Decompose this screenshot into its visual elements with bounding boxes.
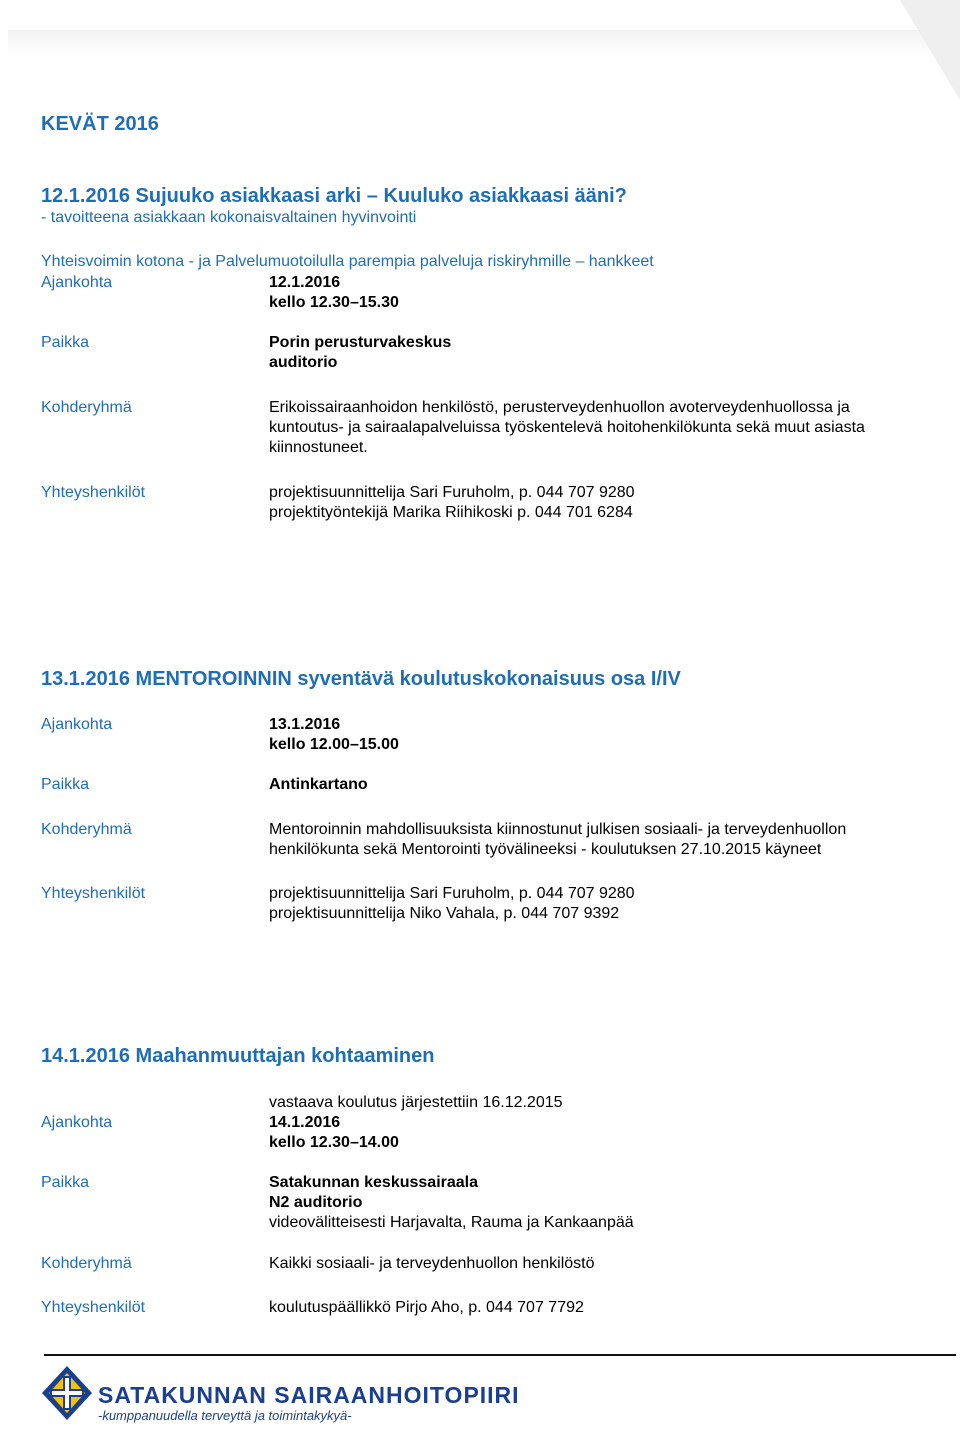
event-1-paikka-label: Paikka — [41, 334, 90, 351]
event-1-kohderyhma-label: Kohderyhmä — [41, 399, 132, 416]
event-2-place-1: Antinkartano — [269, 776, 368, 793]
event-3-date: 14.1.2016 — [269, 1114, 341, 1131]
event-2-target-2: henkilökunta sekä Mentorointi työvälineeksi - koulutuksen 27.10.2015 käyneet — [269, 841, 822, 858]
header-band — [8, 30, 950, 58]
event-2-yhteys-label: Yhteyshenkilöt — [41, 885, 146, 902]
event-1-place-2: auditorio — [269, 354, 338, 371]
event-1-target-2: kuntoutus- ja sairaalapalveluissa työskentelevä hoitohenkilökunta sekä muut asiasta — [269, 419, 865, 436]
event-1-contact-2: projektityöntekijä Marika Riihikoski p. 044 701 6284 — [269, 504, 633, 521]
event-2-ajankohta-label: Ajankohta — [41, 716, 113, 733]
event-1-title: 12.1.2016 Sujuuko asiakkaasi arki – Kuuluko asiakkaasi ääni? — [41, 185, 627, 207]
event-3-paikka-label: Paikka — [41, 1174, 90, 1191]
event-2-paikka-label: Paikka — [41, 776, 90, 793]
event-2-contact-1: projektisuunnittelija Sari Furuholm, p. 044 707 9280 — [269, 885, 635, 902]
event-2-kohderyhma-label: Kohderyhmä — [41, 821, 132, 838]
event-1-project: Yhteisvoimin kotona - ja Palvelumuotoilulla parempia palveluja riskiryhmille – hankkeet — [41, 253, 654, 270]
event-3-place-3: videovälitteisesti Harjavalta, Rauma ja Kankaanpää — [269, 1214, 634, 1231]
event-1-yhteys-label: Yhteyshenkilöt — [41, 484, 146, 501]
event-3-title: 14.1.2016 Maahanmuuttajan kohtaaminen — [41, 1045, 435, 1067]
event-3-note: vastaava koulutus järjestettiin 16.12.2015 — [269, 1094, 563, 1111]
corner-decoration-icon — [900, 0, 960, 100]
event-1-time: kello 12.30–15.30 — [269, 294, 399, 311]
event-2-date: 13.1.2016 — [269, 716, 341, 733]
event-3-place-1: Satakunnan keskussairaala — [269, 1174, 479, 1191]
event-3-yhteys-label: Yhteyshenkilöt — [41, 1299, 146, 1316]
event-2-title: 13.1.2016 MENTOROINNIN syventävä koulutuskokonaisuus osa I/IV — [41, 668, 681, 690]
event-2-time: kello 12.00–15.00 — [269, 736, 399, 753]
event-1-contact-1: projektisuunnittelija Sari Furuholm, p. 044 707 9280 — [269, 484, 635, 501]
event-1-target-3: kiinnostuneet. — [269, 439, 368, 456]
event-3-contact-1: koulutuspäällikkö Pirjo Aho, p. 044 707 7792 — [269, 1299, 584, 1316]
event-1-date: 12.1.2016 — [269, 274, 341, 291]
event-3-time: kello 12.30–14.00 — [269, 1134, 399, 1151]
footer-divider — [44, 1354, 956, 1356]
event-2-target-1: Mentoroinnin mahdollisuuksista kiinnostunut julkisen sosiaali- ja terveydenhuollon — [269, 821, 847, 838]
logo-tagline: -kumppanuudella terveyttä ja toimintakykyä- — [98, 1408, 352, 1423]
event-1-place-1: Porin perusturvakeskus — [269, 334, 452, 351]
event-3-target-1: Kaikki sosiaali- ja terveydenhuollon henkilöstö — [269, 1255, 595, 1272]
hospital-district-logo-icon — [40, 1364, 94, 1422]
event-1-target-1: Erikoissairaanhoidon henkilöstö, perusterveydenhuollon avoterveydenhuollossa ja — [269, 399, 850, 416]
event-1-subtitle: - tavoitteena asiakkaan kokonaisvaltainen hyvinvointi — [41, 209, 417, 226]
logo-name: SATAKUNNAN SAIRAANHOITOPIIRI — [98, 1382, 520, 1408]
event-3-kohderyhma-label: Kohderyhmä — [41, 1255, 132, 1272]
event-1-ajankohta-label: Ajankohta — [41, 274, 113, 291]
event-3-ajankohta-label: Ajankohta — [41, 1114, 113, 1131]
event-2-contact-2: projektisuunnittelija Niko Vahala, p. 044 707 9392 — [269, 905, 620, 922]
event-3-place-2: N2 auditorio — [269, 1194, 363, 1211]
page-title: KEVÄT 2016 — [41, 113, 159, 135]
